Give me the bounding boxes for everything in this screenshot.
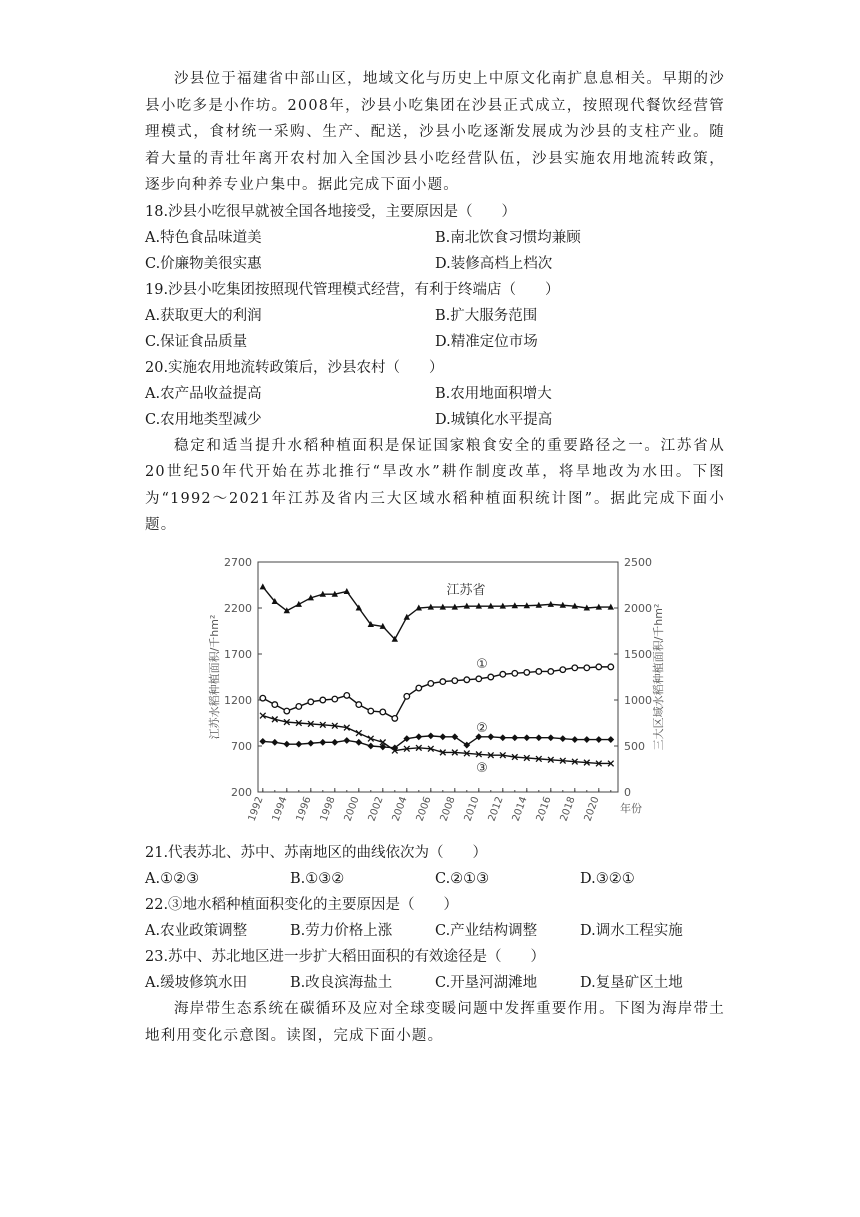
series-1-point [332,696,338,702]
rice-area-chart [200,550,680,830]
series-label-1: ① [476,657,488,672]
ytick-left-label: 1200 [224,694,252,707]
option-23c: C.开垦河湖滩地 [435,975,538,991]
series-2-point [559,735,566,742]
options-22 [145,918,725,944]
series-1-point [260,695,266,701]
series-1-point [596,664,602,670]
ytick-left-label: 2700 [224,556,252,569]
series-1-point [320,697,326,703]
series-2-point [283,741,290,748]
x-unit-label: 年份 [620,802,642,815]
ytick-right-label: 2000 [624,602,652,615]
series-label-2: ② [476,721,488,736]
series-label-3: ③ [476,761,488,776]
series-line-2 [263,736,611,748]
series-2-point [331,739,338,746]
y-axis-left-title: 江苏水稻种植面积/千hm² [208,614,221,740]
option-22c: C.产业结构调整 [435,923,538,939]
series-1-point [512,671,518,677]
question-20: 20.实施农用地流转政策后，沙县农村（ ） [145,359,444,376]
series-2-point [595,736,602,743]
series-1-point [524,670,530,676]
series-2-point [571,736,578,743]
ytick-left-label: 2200 [224,602,252,615]
option-23a: A.缓坡修筑水田 [145,975,248,991]
series-2-point [535,734,542,741]
passage-shaxian: 沙县位于福建省中部山区，地域文化与历史上中原文化南扩息息相关。早期的沙县小吃多是小作坊。2008年，沙县小吃集团在沙县正式成立，按照现代餐饮经营管理模式，食材统一采购、生产、配送，沙县小吃逐渐发展成为沙县的支柱产业。随着大量的青壮年离开农村加入全国沙县小吃经营队伍，沙县实施农用地流转政策，逐步向种养专业户集中。据此完成下面小题。 [145,71,725,193]
document-page-lower [145,840,725,1049]
xtick-label: 2020 [582,795,602,823]
series-1-point [536,669,542,675]
series-1-point [404,694,410,700]
options-20-row2 [145,407,725,433]
option-22d: D.调水工程实施 [580,923,683,939]
option-21b: B.①③② [290,871,345,887]
ytick-right-label: 1500 [624,648,652,661]
series-1-point [548,669,554,675]
series-1-point [464,677,470,683]
option-18a: A.特色食品味道美 [145,229,262,246]
series-1-point [500,671,506,677]
xtick-label: 2000 [342,795,362,823]
xtick-label: 2016 [534,795,554,823]
series-2-point [487,733,494,740]
series-2-point [415,733,422,740]
series-1-point [356,702,362,708]
ytick-left-label: 1700 [224,648,252,661]
options-18-row2 [145,251,725,277]
xtick-label: 2010 [462,795,482,823]
ytick-right-label: 1000 [624,694,652,707]
xtick-label: 2008 [438,795,458,823]
ytick-right-label: 0 [624,786,631,799]
series-1-point [428,681,434,687]
option-18d: D.装修高档上档次 [435,255,553,272]
xtick-label: 2006 [414,795,434,823]
option-23d: D.复垦矿区土地 [580,975,683,991]
series-label-0: 江苏省 [446,583,486,598]
series-2-point [319,739,326,746]
xtick-label: 1998 [318,795,338,823]
y-axis-right-title: 三大区域水稻种植面积/千hm² [652,603,665,751]
option-20d: D.城镇化水平提高 [435,411,553,428]
series-1-point [584,665,590,671]
series-1-point [296,704,302,710]
xtick-label: 1994 [270,795,290,823]
series-2-point [355,739,362,746]
series-2-point [307,740,314,747]
series-1-point [272,702,278,708]
ytick-right-label: 2500 [624,556,652,569]
question-18: 18.沙县小吃很早就被全国各地接受，主要原因是（ ） [145,203,517,220]
option-18c: C.价廉物美很实惠 [145,255,262,272]
series-2-point [583,736,590,743]
passage-coastal: 海岸带生态系统在碳循环及应对全球变暖问题中发挥重要作用。下图为海岸带土地利用变化示意图。读图，完成下面小题。 [145,1001,725,1044]
series-2-point [343,737,350,744]
series-1-point [440,679,446,685]
option-21d: D.③②① [580,871,635,887]
series-1-point [380,709,386,715]
xtick-label: 2014 [510,795,530,823]
series-2-point [295,741,302,748]
series-2-point [523,734,530,741]
option-21a: A.①②③ [145,871,200,887]
plot-frame [258,562,618,792]
series-1-point [476,676,482,682]
series-3-point [356,730,362,736]
option-22b: B.劳力价格上涨 [290,923,393,939]
ytick-left-label: 700 [231,740,252,753]
xtick-label: 2018 [558,795,578,823]
series-line-0 [263,587,611,639]
series-1-point [344,693,350,699]
series-2-point [427,732,434,739]
series-0-point [344,588,350,594]
option-20b: B.农用地面积增大 [435,385,552,402]
options-18 [145,225,725,251]
series-1-point [392,716,398,722]
options-21 [145,866,725,892]
series-1-point [308,699,314,705]
option-19a: A.获取更大的利润 [145,307,262,324]
options-20 [145,381,725,407]
option-19c: C.保证食品质量 [145,333,248,350]
series-2-point [271,739,278,746]
series-0-point [260,583,266,589]
passage-jiangsu-rice: 稳定和适当提升水稻种植面积是保证国家粮食安全的重要路径之一。江苏省从20世纪50年代开始在苏北推行“旱改水”耕作制度改革，将旱地改为水田。下图为“1992～2021年江苏及省内三大区域水稻种植面积统计图”。据此完成下面小题。 [145,437,725,533]
series-2-point [259,738,266,745]
option-18b: B.南北饮食习惯均兼顾 [435,229,581,246]
series-2-point [547,734,554,741]
option-20c: C.农用地类型减少 [145,411,262,428]
series-0-point [404,614,410,620]
option-19b: B.扩大服务范围 [435,307,538,324]
xtick-label: 2004 [390,795,410,823]
question-22: 22.③地水稻种植面积变化的主要原因是（ ） [145,897,459,913]
series-2-point [439,733,446,740]
question-19: 19.沙县小吃集团按照现代管理模式经营，有利于终端店（ ） [145,281,560,298]
option-19d: D.精准定位市场 [435,333,538,350]
ytick-right-label: 500 [624,740,645,753]
series-2-point [511,734,518,741]
option-22a: A.农业政策调整 [145,923,248,939]
series-line-3 [263,716,611,764]
series-2-point [367,743,374,750]
series-1-point [452,678,458,684]
series-1-point [284,708,290,714]
series-2-point [499,734,506,741]
document-page [145,66,725,539]
series-1-point [488,674,494,680]
options-23 [145,970,725,996]
question-21: 21.代表苏北、苏中、苏南地区的曲线依次为（ ） [145,845,488,861]
question-23: 23.苏中、苏北地区进一步扩大稻田面积的有效途径是（ ） [145,949,546,965]
series-1-point [416,685,422,691]
option-20a: A.农产品收益提高 [145,385,262,402]
options-19 [145,303,725,329]
series-1-point [368,708,374,714]
series-1-point [608,664,614,670]
series-2-point [607,736,614,743]
series-1-point [572,665,578,671]
ytick-left-label: 200 [231,786,252,799]
xtick-label: 2012 [486,795,506,823]
series-1-point [560,667,566,673]
option-23b: B.改良滨海盐土 [290,975,393,991]
xtick-label: 1992 [246,795,266,823]
xtick-label: 2002 [366,795,386,823]
options-19-row2 [145,329,725,355]
xtick-label: 1996 [294,795,314,823]
series-line-1 [263,667,611,719]
option-21c: C.②①③ [435,871,490,887]
chart-svg [200,550,680,830]
